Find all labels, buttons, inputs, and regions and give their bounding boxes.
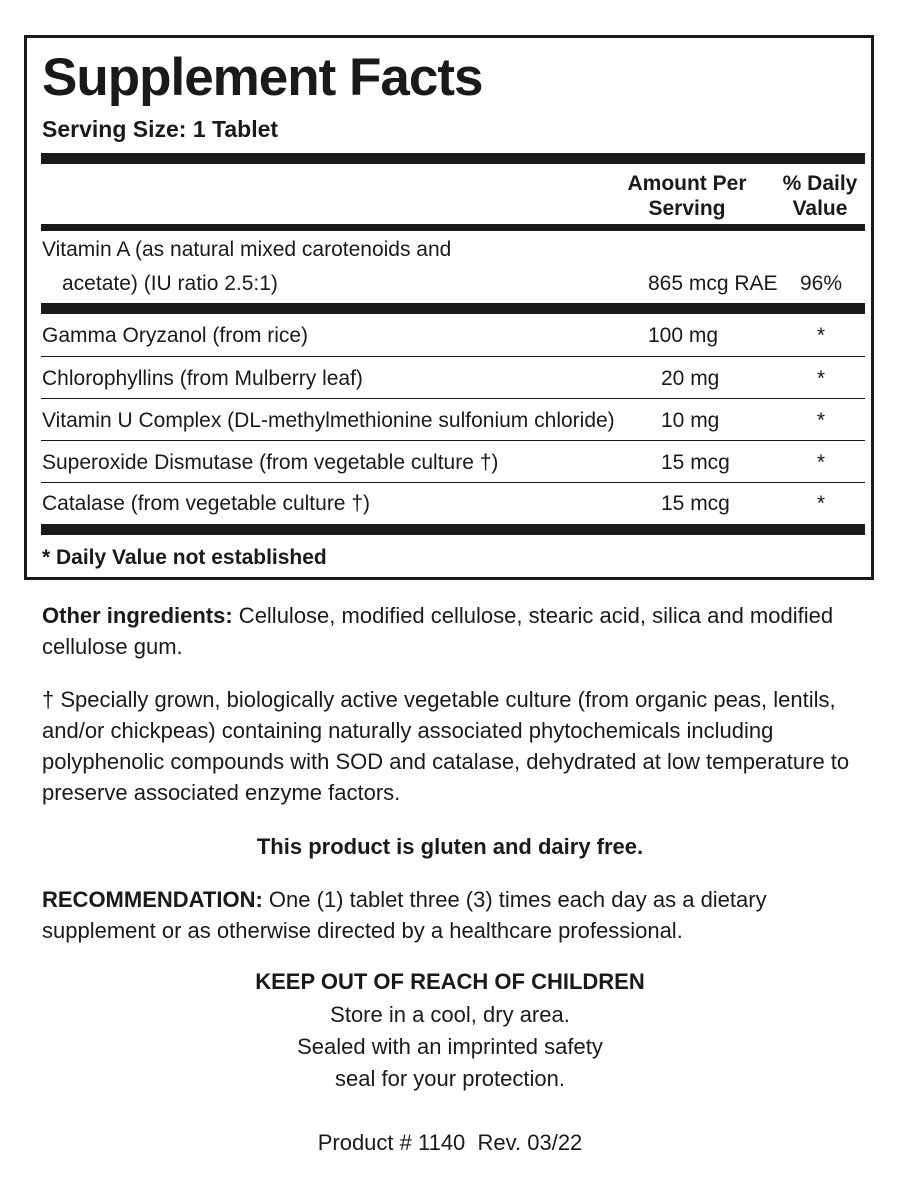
other-ingredients-label: Other ingredients: xyxy=(42,603,233,628)
row-divider xyxy=(41,440,865,441)
nutrient-name: Superoxide Dismutase (from vegetable culture †) xyxy=(42,451,499,474)
gluten-dairy-statement: This product is gluten and dairy free. xyxy=(256,834,644,859)
nutrient-name-continued: acetate) (IU ratio 2.5:1) xyxy=(62,272,278,295)
nutrient-daily-value: * xyxy=(816,367,826,390)
nutrient-name: Vitamin A (as natural mixed carotenoids and xyxy=(42,238,452,261)
supplement-facts-panel xyxy=(24,35,874,580)
nutrient-name: Catalase (from vegetable culture †) xyxy=(42,492,370,515)
recommendation-text: One (1) tablet three (3) times each day as a dietary supplement or as otherwise directed by a healthcare professional. xyxy=(42,887,767,943)
nutrient-amount: 15 mcg xyxy=(661,492,730,515)
nutrient-daily-value: 96% xyxy=(799,272,843,295)
warning-heading: KEEP OUT OF REACH OF CHILDREN xyxy=(255,969,645,994)
amount-column-header: Amount Per Serving xyxy=(627,172,747,220)
nutrient-amount: 20 mg xyxy=(661,367,720,390)
nutrient-amount: 15 mcg xyxy=(661,451,730,474)
recommendation xyxy=(42,884,877,946)
other-ingredients xyxy=(42,600,877,662)
panel-title: Supplement Facts xyxy=(42,48,483,107)
header-bar xyxy=(41,153,865,164)
daily-value-footnote: * Daily Value not established xyxy=(42,546,327,569)
serving-size: Serving Size: 1 Tablet xyxy=(42,116,279,142)
other-ingredients-text: Cellulose, modified cellulose, stearic acid, silica and modified cellulose gum. xyxy=(42,603,834,659)
nutrient-amount: 100 mg xyxy=(648,324,719,347)
footer-bar xyxy=(41,524,865,535)
nutrient-daily-value: * xyxy=(816,451,826,474)
row-divider xyxy=(41,482,865,483)
culture-footnote: † Specially grown, biologically active vegetable culture (from organic peas, lentils, and/or chickpeas) containing naturally associated phytochemicals including polyphenolic compounds with SOD and catalase, dehydrated at low temperature to preserve associated enzyme factors. xyxy=(42,687,850,805)
nutrient-name: Gamma Oryzanol (from rice) xyxy=(42,324,309,347)
column-header-bar xyxy=(41,224,865,231)
nutrient-amount: 10 mg xyxy=(661,409,720,432)
row-divider xyxy=(41,398,865,399)
product-code: Product # 1140 Rev. 03/22 xyxy=(317,1130,583,1155)
nutrient-daily-value: * xyxy=(816,324,826,347)
row-divider xyxy=(41,356,865,357)
section-bar xyxy=(41,303,865,314)
nutrient-name: Chlorophyllins (from Mulberry leaf) xyxy=(42,367,363,390)
seal-notice-line1: Sealed with an imprinted safety xyxy=(297,1034,603,1059)
seal-notice-line2: seal for your protection. xyxy=(335,1066,565,1091)
recommendation-label: RECOMMENDATION: xyxy=(42,887,263,912)
daily-value-column-header: % Daily Value xyxy=(782,172,858,220)
nutrient-daily-value: * xyxy=(816,409,826,432)
storage-instruction: Store in a cool, dry area. xyxy=(330,1002,570,1027)
nutrient-amount: 865 mcg RAE xyxy=(648,272,778,295)
nutrient-name: Vitamin U Complex (DL-methylmethionine sulfonium chloride) xyxy=(42,409,615,432)
nutrient-daily-value: * xyxy=(816,492,826,515)
